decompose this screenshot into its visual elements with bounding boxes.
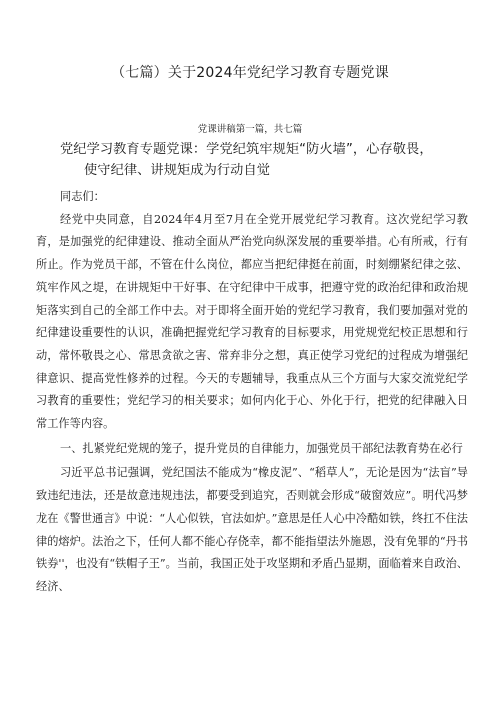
section-paragraph: 习近平总书记强调，党纪国法不能成为“橡皮泥”、“稻草人”，无论是因为“法盲”导致违纪违法，还是故意违规违法，都要受到追究，否则就会形成“破窗效应”。明代冯梦龙在《警世通言》中说：“人心似铁，官法如炉。”意思是任人心中冷酷如铁，终扛不住法律的熔炉。法治之下，任何人都不能心存侥幸，都不能指望法外施恩，没有免罪的“丹书铁券''，也没有“铁帽子王”。当前，我国正处于攻坚期和矛盾凸显期，面临着来自政治、经济、	[36, 466, 468, 593]
series-label: 党课讲稿第一篇，共七篇	[197, 124, 303, 135]
body-text	[36, 186, 468, 599]
section-heading: 一、扎紧党纪党规的笼子，提升党员的自律能力，加强党员干部纪法教育势在必行	[60, 441, 463, 455]
lecture-title-line2: 使守纪律、讲规矩成为行动自觉	[84, 163, 271, 178]
document-title: （七篇）关于2024年党纪学习教育专题党课	[111, 65, 389, 81]
lecture-title-line1: 党纪学习教育专题党课：学党纪筑牢规矩“防火墙”，心存敬畏，	[60, 142, 433, 157]
intro-paragraph: 经党中央同意，自2024年4月至7月在全党开展党纪学习教育。这次党纪学习教育，是加强党的纪律建设、推动全面从严治党向纵深发展的重要举措。心有所戒，行有所止。作为党员干部，不管在什么岗位，都应当把纪律挺在前面，时刻绷紧纪律之弦、筑牢作风之堤，在讲规矩中干好事、在守纪律中干成事，把遵守党的政治纪律和政治规矩落实到自己的全部工作中去。对于即将全面开始的党纪学习教育，我们要加强对党的纪律建设重要性的认识，准确把握党纪学习教育的目标要求，用党规党纪校正思想和行动，常怀敬畏之心、常思贪欲之害、常弃非分之想，真正使学习党纪的过程成为增强纪律意识、提高党性修养的过程。今天的专题辅导，我重点从三个方面与大家交流党纪学习教育的重要性；党纪学习的相关要求；如何内化于心、外化于行，把党的纪律融入日常工作等内容。	[36, 212, 468, 431]
salutation: 同志们：	[60, 190, 105, 203]
lecture-title	[60, 139, 480, 181]
